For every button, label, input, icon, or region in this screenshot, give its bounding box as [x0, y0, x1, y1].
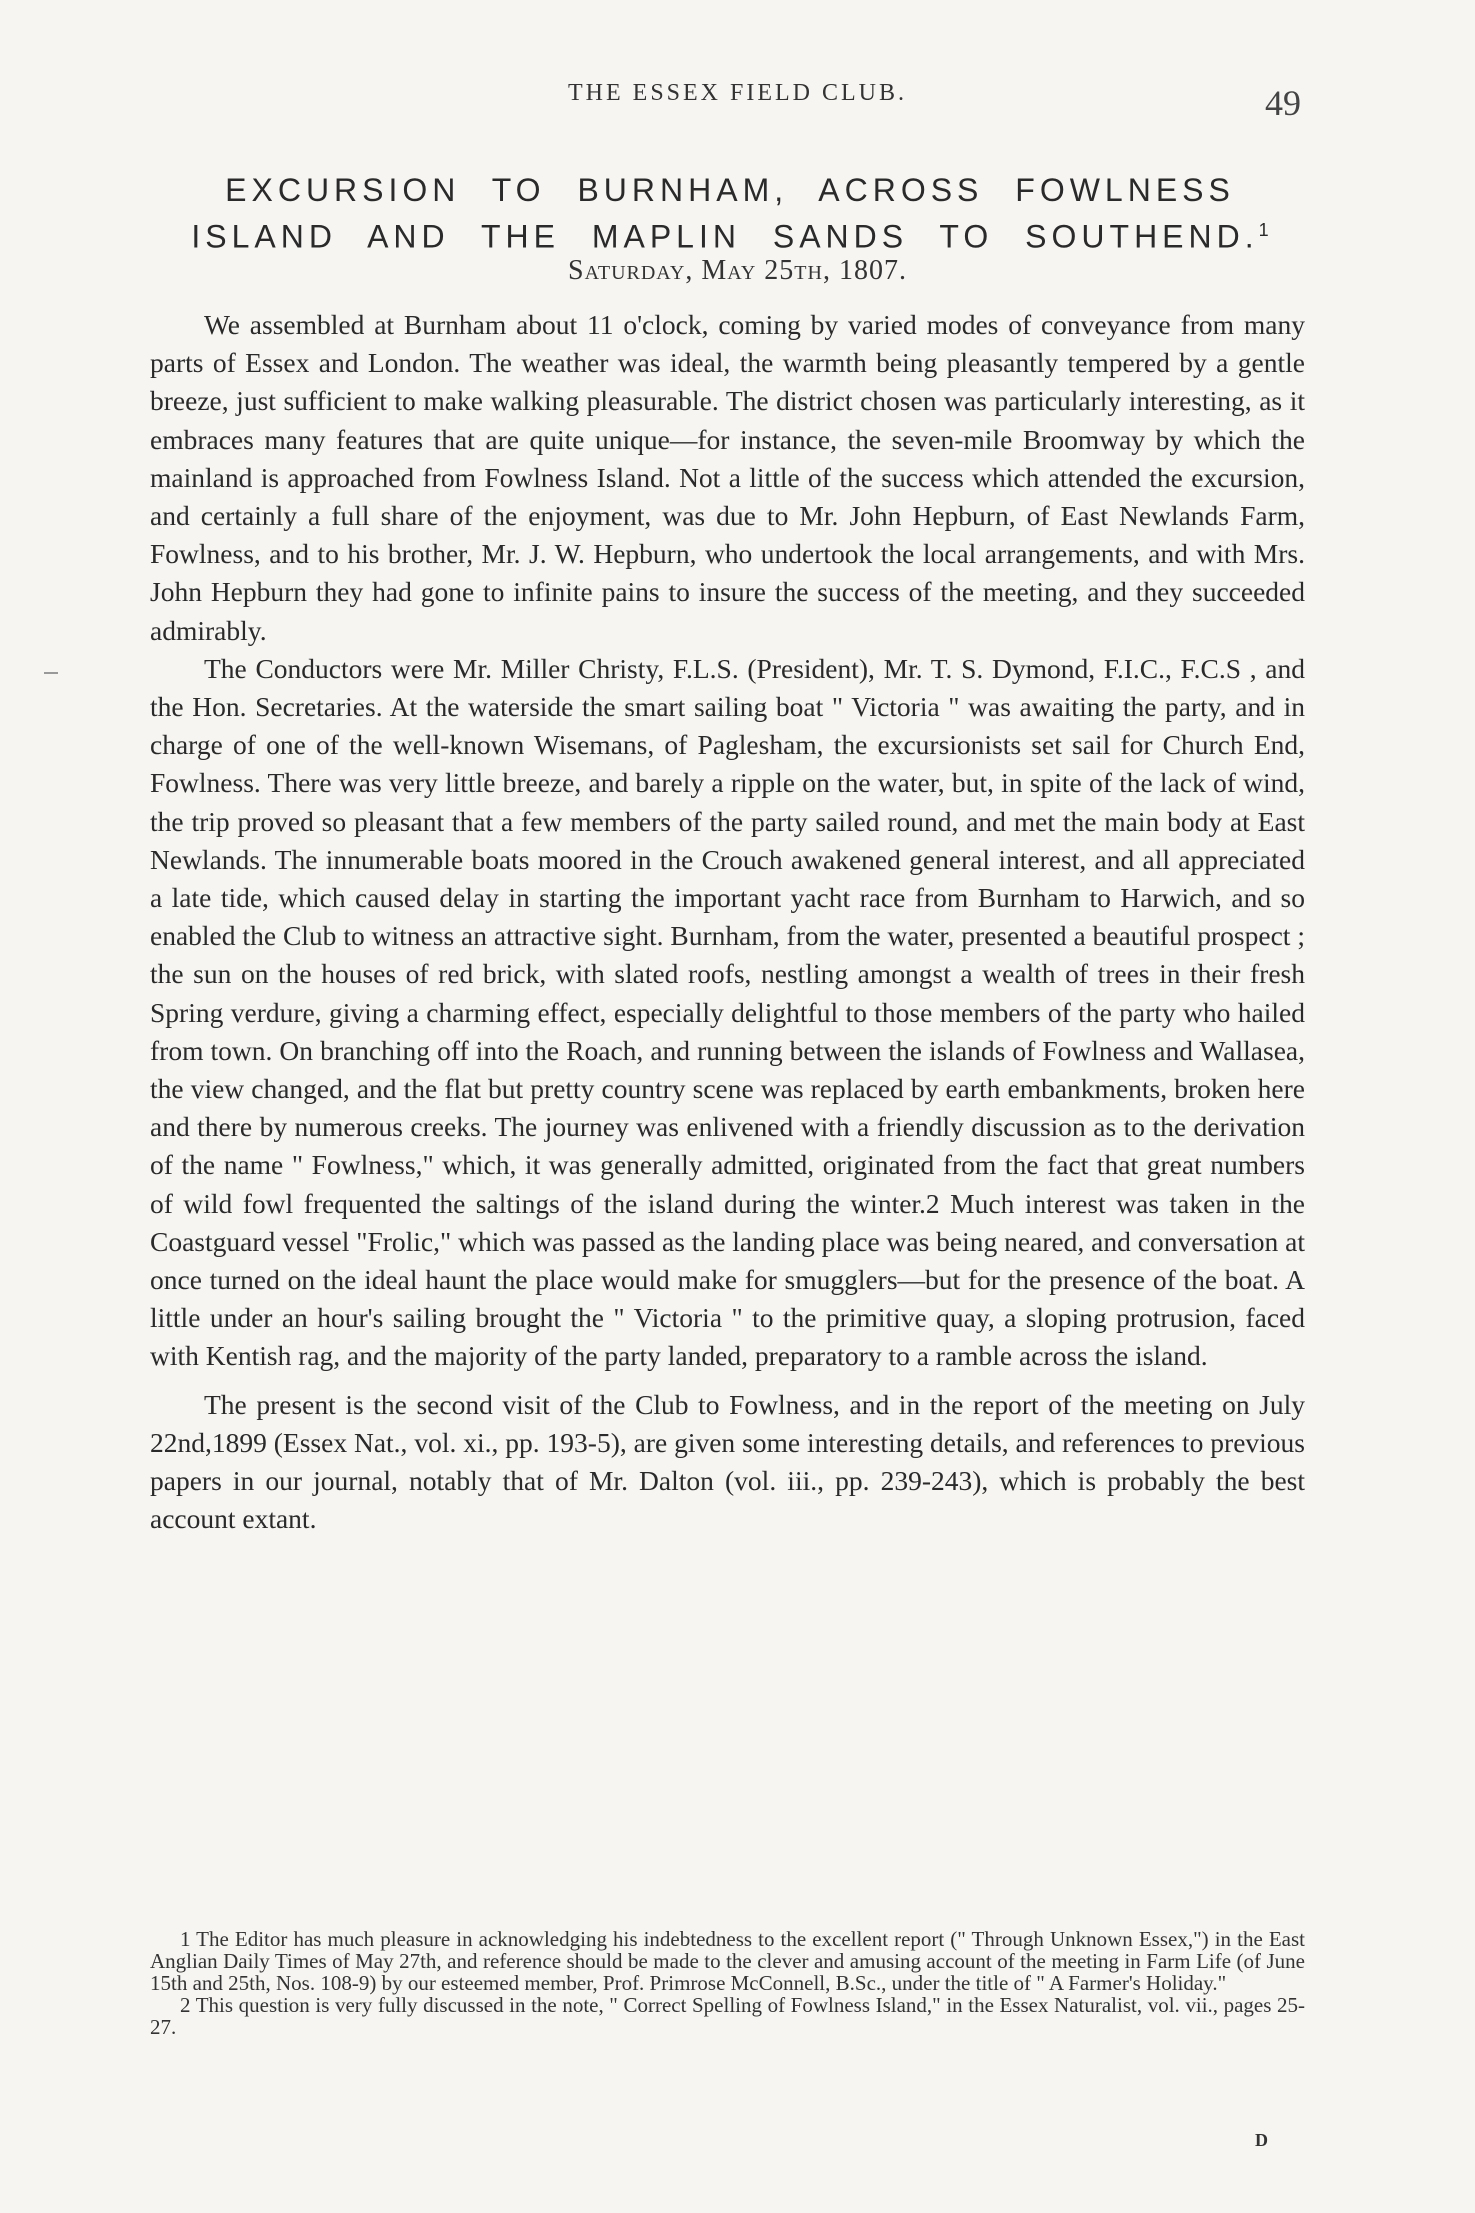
- paragraph: The present is the second visit of the Club to Fowlness, and in the report of the meeting on July 22nd,1899 (Essex Nat., vol. xi., pp. 193-5), are given some interesting details, and references to previous papers in our journal, notably that of Mr. Dalton (vol. iii., pp. 239-243), which is probably the best account extant.: [150, 1388, 1305, 1535]
- article-body: [150, 306, 1305, 1539]
- running-head: THE ESSEX FIELD CLUB.: [568, 80, 907, 106]
- margin-mark: [44, 672, 58, 674]
- title-footnote-marker: 1: [1258, 220, 1269, 240]
- footnotes: [150, 1928, 1305, 2038]
- paragraph: The Conductors were Mr. Miller Christy, F.L.S. (President), Mr. T. S. Dymond, F.I.C., F.C.S , and the Hon. Secretaries. At the waterside the smart sailing boat " Victoria " was awaiting the party, and in charge of one of the well-known Wisemans, of Paglesham, the excursionists set sail for Church End, Fowlness. There was very little breeze, and barely a ripple on the water, but, in spite of the lack of wind, the trip proved so pleasant that a few members of the party sailed round, and met the main body at East Newlands. The innumerable boats moored in the Crouch awakened general interest, and all appreciated a late tide, which caused delay in starting the important yacht race from Burnham to Harwich, and so enabled the Club to witness an attractive sight. Burnham, from the water, presented a beautiful prospect ; the sun on the houses of red brick, with slated roofs, nestling amongst a wealth of trees in their fresh Spring verdure, giving a charming effect, especially delightful to those members of the party who hailed from town. On branching off into the Roach, and running between the islands of Fowlness and Wallasea, the view changed, and the flat but pretty country scene was replaced by earth embankments, broken here and there by numerous creeks. The journey was enlivened with a friendly discussion as to the derivation of the name " Fowlness," which, it was generally admitted, originated from the fact that great numbers of wild fowl frequented the saltings of the island during the winter.2 Much interest was taken in the Coastguard vessel "Frolic," which was passed as the landing place was being neared, and conversation at once turned on the ideal haunt the place would make for smugglers—but for the presence of the boat. A little under an hour's sailing brought the " Victoria " to the primitive quay, a sloping protrusion, faced with Kentish rag, and the majority of the party landed, preparatory to a ramble across the island.: [150, 652, 1305, 1372]
- footnote: 2 This question is very fully discussed in the note, " Correct Spelling of Fowlness Island," in the Essex Naturalist, vol. vii., pages 25-27.: [150, 1993, 1305, 2039]
- footnote: 1 The Editor has much pleasure in acknowledging his indebtedness to the excellent report (" Through Unknown Essex,") in the East Anglian Daily Times of May 27th, and reference should be made to the clever and amusing account of the meeting in Farm Life (of June 15th and 25th, Nos. 108-9) by our esteemed member, Prof. Primrose McConnell, B.Sc., under the title of " A Farmer's Holiday.": [150, 1927, 1305, 1995]
- article-title: [150, 170, 1310, 257]
- article-date: Saturday, May 25th, 1807.: [568, 255, 907, 286]
- signature-mark: D: [1255, 2130, 1268, 2150]
- article-title-text: EXCURSION TO BURNHAM, ACROSS FOWLNESS ISLAND AND THE MAPLIN SANDS TO SOUTHEND.: [191, 172, 1259, 255]
- paragraph: We assembled at Burnham about 11 o'clock, coming by varied modes of conveyance from many parts of Essex and London. The weather was ideal, the warmth being pleasantly tempered by a gentle breeze, just sufficient to make walking pleasurable. The district chosen was particularly interesting, as it embraces many features that are quite unique—for instance, the seven-mile Broomway by which the mainland is approached from Fowlness Island. Not a little of the success which attended the excursion, and certainly a full share of the enjoyment, was due to Mr. John Hepburn, of East Newlands Farm, Fowlness, and to his brother, Mr. J. W. Hepburn, who undertook the local arrangements, and with Mrs. John Hepburn they had gone to infinite pains to insure the success of the meeting, and they succeeded admirably.: [150, 309, 1305, 646]
- page-number: 49: [1265, 83, 1301, 123]
